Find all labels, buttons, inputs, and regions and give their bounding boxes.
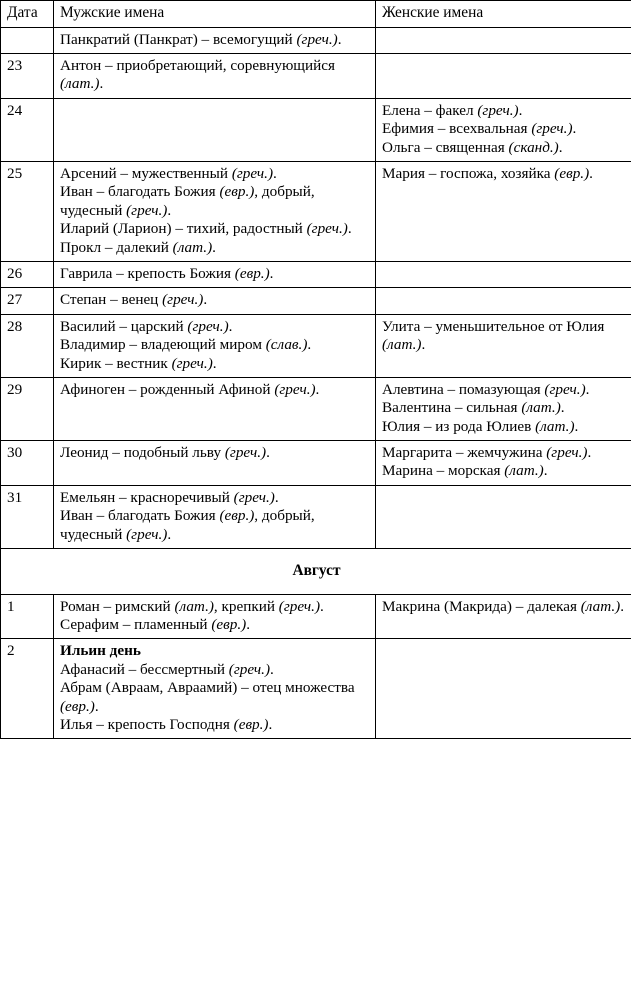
date-cell: 1: [1, 594, 54, 639]
male-names-cell: [54, 594, 376, 639]
date-cell: [1, 27, 54, 53]
language-origin: (евр.): [233, 716, 269, 733]
male-name-entry: [60, 642, 370, 660]
header-row: [1, 1, 631, 28]
language-origin: (евр.): [219, 183, 255, 201]
language-origin: (греч.): [126, 525, 168, 543]
date-cell: 23: [1, 54, 54, 99]
male-names-cell: [54, 161, 376, 261]
language-origin: (сканд.): [508, 138, 559, 156]
language-origin: (греч.): [171, 354, 213, 372]
language-origin: (лат.): [174, 597, 214, 615]
language-origin: (греч.): [278, 597, 321, 615]
language-origin: (греч.): [231, 164, 274, 182]
male-names-cell: [54, 54, 376, 99]
language-origin: (лат.): [580, 597, 621, 615]
female-names-cell: [376, 639, 631, 739]
language-origin: (греч.): [544, 380, 586, 398]
male-names-cell: [54, 441, 376, 486]
language-origin: (греч.): [224, 444, 267, 462]
date-cell: 27: [1, 288, 54, 314]
date-cell: 2: [1, 639, 54, 739]
male-name-entry: Леонид – подобный льву (греч.).: [60, 444, 270, 462]
table-row: [1, 288, 631, 314]
female-names-cell: [376, 27, 631, 53]
female-names-cell: [376, 594, 631, 639]
male-name-entry: Афанасий – бессмертный (греч.).: [60, 660, 274, 678]
female-name-entry: Валентина – сильная (лат.).: [382, 399, 565, 417]
column-header-date: Дата: [1, 1, 54, 28]
language-origin: (греч.): [296, 30, 338, 48]
table-row: [1, 441, 631, 486]
male-names-cell: [54, 98, 376, 161]
language-origin: (греч.): [162, 291, 204, 309]
female-name-entry: Улита – уменьшительное от Юлия (лат.).: [382, 317, 605, 354]
language-origin: (греч.): [274, 380, 316, 398]
female-name-entry: Марина – морская (лат.).: [382, 462, 548, 480]
male-name-entry: Антон – приобретающий, соревнующийся (лат.).: [60, 57, 335, 93]
female-names-cell: [376, 98, 631, 161]
language-origin: (слав.): [265, 336, 308, 354]
female-name-entry: Маргарита – жемчужина (греч.).: [382, 444, 592, 462]
language-origin: (лат.): [521, 399, 561, 417]
male-name-entry: Емельян – красноречивый (греч.).: [60, 488, 279, 506]
table-row: [1, 54, 631, 99]
male-name-entry: Владимир – владеющий миром (слав.).: [60, 336, 312, 354]
language-origin: (греч.): [477, 101, 519, 119]
male-name-entry: Роман – римский (лат.), крепкий (греч.).: [60, 597, 324, 615]
male-name-entry: Абрам (Авраам, Авраамий) – отец множества (евр.).: [60, 679, 355, 715]
female-name-entry: Макрина (Макрида) – далекая (лат.).: [382, 597, 624, 615]
female-name-entry: Мария – госпожа, хозяйка (евр.).: [382, 164, 593, 182]
table-body: [1, 27, 631, 739]
table-row: [1, 485, 631, 548]
female-names-cell: [376, 261, 631, 287]
language-origin: (греч.): [126, 201, 168, 219]
date-cell: 25: [1, 161, 54, 261]
female-names-cell: [376, 161, 631, 261]
female-names-cell: [376, 314, 631, 377]
language-origin: (лат.): [535, 417, 575, 435]
language-origin: (греч.): [306, 220, 348, 238]
table-row: [1, 314, 631, 377]
language-origin: (греч.): [531, 120, 573, 138]
language-origin: (евр.): [554, 164, 590, 182]
language-origin: (лат.): [60, 75, 100, 93]
male-names-cell: [54, 639, 376, 739]
language-origin: (евр.): [60, 697, 95, 715]
table-row: [1, 261, 631, 287]
female-name-entry: Юлия – из рода Юлиев (лат.).: [382, 417, 579, 435]
language-origin: (греч.): [233, 488, 275, 506]
table-row: [1, 377, 631, 440]
date-cell: 29: [1, 377, 54, 440]
table-row: [1, 639, 631, 739]
language-origin: (лат.): [504, 462, 544, 480]
table-row: [1, 594, 631, 639]
male-name-entry: Прокл – далекий (лат.).: [60, 238, 216, 256]
female-name-entry: Ефимия – всехвальная (греч.).: [382, 120, 577, 138]
holiday-name: Ильин день: [60, 642, 141, 660]
language-origin: (лат.): [172, 238, 213, 256]
male-name-entry: Илья – крепость Господня (евр.).: [60, 716, 273, 733]
language-origin: (греч.): [228, 660, 271, 678]
male-names-cell: [54, 377, 376, 440]
male-name-entry: Афиноген – рожденный Афиной (греч.).: [60, 380, 320, 398]
male-name-entry: Панкратий (Панкрат) – всемогущий (греч.).: [60, 30, 342, 48]
female-name-entry: Елена – факел (греч.).: [382, 101, 523, 119]
date-cell: 30: [1, 441, 54, 486]
male-names-cell: [54, 314, 376, 377]
month-title: Август: [1, 549, 631, 595]
date-cell: 24: [1, 98, 54, 161]
female-name-entry: Алевтина – помазующая (греч.).: [382, 380, 590, 398]
language-origin: (греч.): [546, 444, 588, 462]
male-name-entry: Арсений – мужественный (греч.).: [60, 164, 277, 182]
date-cell: 26: [1, 261, 54, 287]
male-name-entry: Иван – благодать Божия (евр.), добрый, чудесный (греч.).: [60, 183, 315, 219]
male-name-entry: Иларий (Ларион) – тихий, радостный (греч.).: [60, 220, 352, 238]
female-name-entry: Ольга – священная (сканд.).: [382, 138, 563, 156]
female-names-cell: [376, 54, 631, 99]
male-name-entry: Серафим – пламенный (евр.).: [60, 616, 250, 634]
male-names-cell: [54, 485, 376, 548]
language-origin: (евр.): [211, 616, 247, 634]
female-names-cell: [376, 485, 631, 548]
male-name-entry: Кирик – вестник (греч.).: [60, 354, 217, 372]
date-cell: 31: [1, 485, 54, 548]
male-name-entry: Гаврила – крепость Божия (евр.).: [60, 264, 274, 282]
table-row: [1, 98, 631, 161]
male-name-entry: Иван – благодать Божия (евр.), добрый, чудесный (греч.).: [60, 507, 315, 543]
male-name-entry: Василий – царский (греч.).: [60, 317, 233, 335]
male-names-cell: [54, 288, 376, 314]
male-names-cell: [54, 261, 376, 287]
female-names-cell: [376, 441, 631, 486]
table-row: [1, 27, 631, 53]
language-origin: (евр.): [234, 264, 270, 282]
male-names-cell: [54, 27, 376, 53]
column-header-male-names: Мужские имена: [54, 1, 376, 28]
female-names-cell: [376, 288, 631, 314]
male-name-entry: Степан – венец (греч.).: [60, 291, 208, 309]
table-row: [1, 161, 631, 261]
language-origin: (лат.): [382, 336, 422, 354]
table-header: [1, 1, 631, 28]
language-origin: (греч.): [187, 317, 229, 335]
language-origin: (евр.): [219, 507, 255, 525]
column-header-female-names: Женские имена: [376, 1, 631, 28]
month-section-row: [1, 549, 631, 595]
date-cell: 28: [1, 314, 54, 377]
female-names-cell: [376, 377, 631, 440]
